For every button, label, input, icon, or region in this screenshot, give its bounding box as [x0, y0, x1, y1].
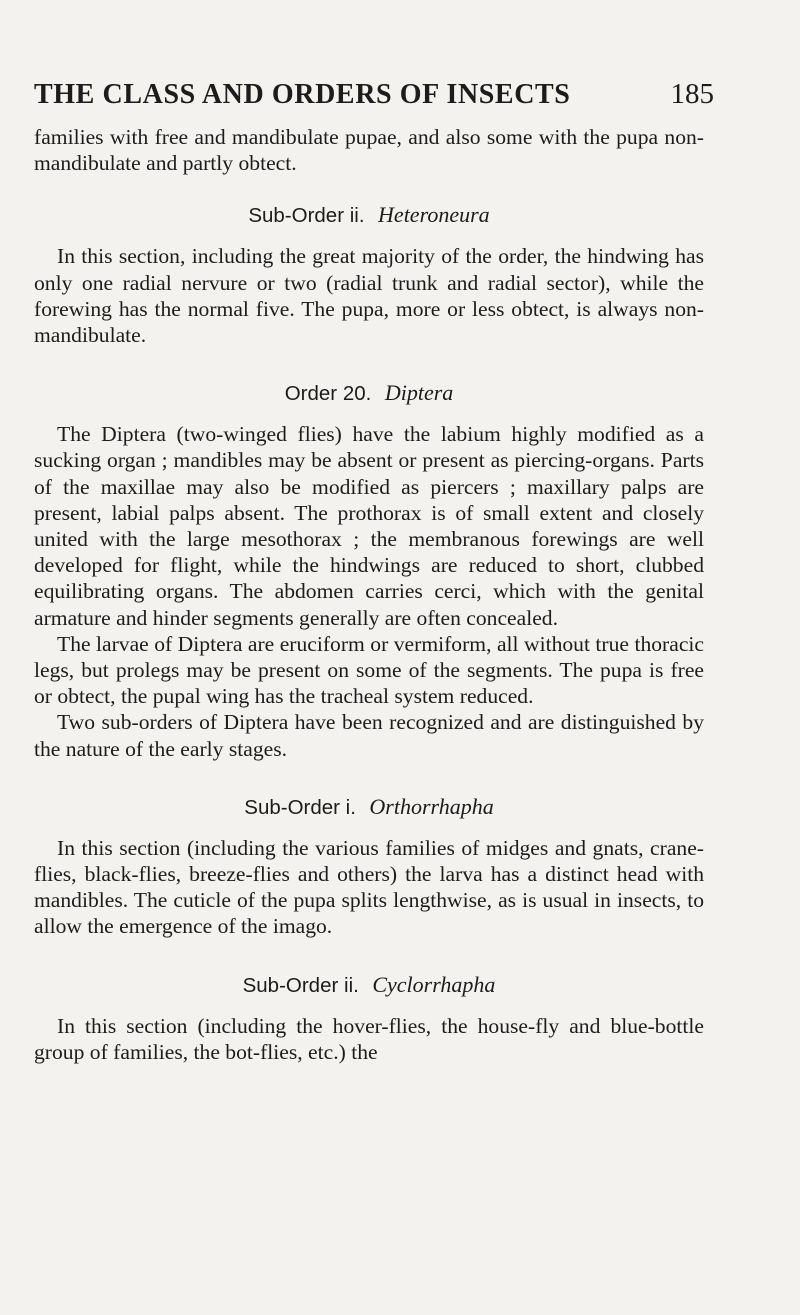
heading-sub-order-cyclorrhapha: [34, 972, 704, 999]
paragraph-diptera-larvae: The larvae of Diptera are eruciform or vermiform, all without true thoracic legs, but prolegs may be present on some of the segments. The pupa is free or obtect, the pupal wing has the tracheal system reduced.: [34, 631, 704, 709]
paragraph-cyclorrhapha: In this section (including the hover-flies, the house-fly and blue-bottle group of families, the bot-flies, etc.) the: [34, 1013, 704, 1064]
page-body: [34, 124, 704, 1065]
paragraph-diptera-adults: The Diptera (two-winged flies) have the labium highly modified as a sucking organ ; mandibles may be absent or present as piercing-organs. Parts of the maxillae may also be modified as piercers ; maxillary palps are present, labial palps absent. The prothorax is of small extent and closely united with the large mesothorax ; the membranous forewings are well developed for flight, while the hindwings are reduced to short, clubbed equilibrating organs. The abdomen carries cerci, which with the genital armature and hinder segments generally are often concealed.: [34, 422, 704, 630]
heading-order-diptera: [34, 380, 704, 407]
running-head-title: THE CLASS AND ORDERS OF INSECTS: [34, 79, 571, 110]
heading-taxon: Orthorrhapha: [369, 793, 494, 819]
paragraph-diptera-suborders: Two sub-orders of Diptera have been recognized and are distinguished by the nature of the early stages.: [34, 710, 704, 761]
heading-sub-order-orthorrhapha: [34, 794, 704, 821]
heading-label: Sub-Order ii.: [248, 204, 365, 228]
heading-label: Sub-Order i.: [244, 795, 356, 819]
heading-sub-order-heteroneura: [34, 202, 704, 229]
paragraph-heteroneura: In this section, including the great majority of the order, the hindwing has only one radial nervure or two (radial trunk and radial sector), while the forewing has the normal five. The pupa, more or less obtect, is always non-mandibulate.: [34, 244, 704, 348]
heading-taxon: Diptera: [384, 380, 454, 406]
running-head: [34, 78, 714, 118]
heading-label: Sub-Order ii.: [242, 973, 359, 997]
paragraph-orthorrhapha: In this section (including the various families of midges and gnats, crane-flies, black-flies, breeze-flies and others) the larva has a distinct head with mandibles. The cuticle of the pupa splits lengthwise, as is usual in insects, to allow the emergence of the imago.: [34, 835, 704, 939]
page-number: 185: [670, 78, 714, 110]
heading-taxon: Cyclorrhapha: [372, 971, 496, 997]
paragraph-continuation: families with free and mandibulate pupae, and also some with the pupa non-mandibulate and partly obtect.: [34, 125, 704, 176]
heading-taxon: Heteroneura: [378, 202, 490, 228]
heading-label: Order 20.: [284, 382, 372, 406]
